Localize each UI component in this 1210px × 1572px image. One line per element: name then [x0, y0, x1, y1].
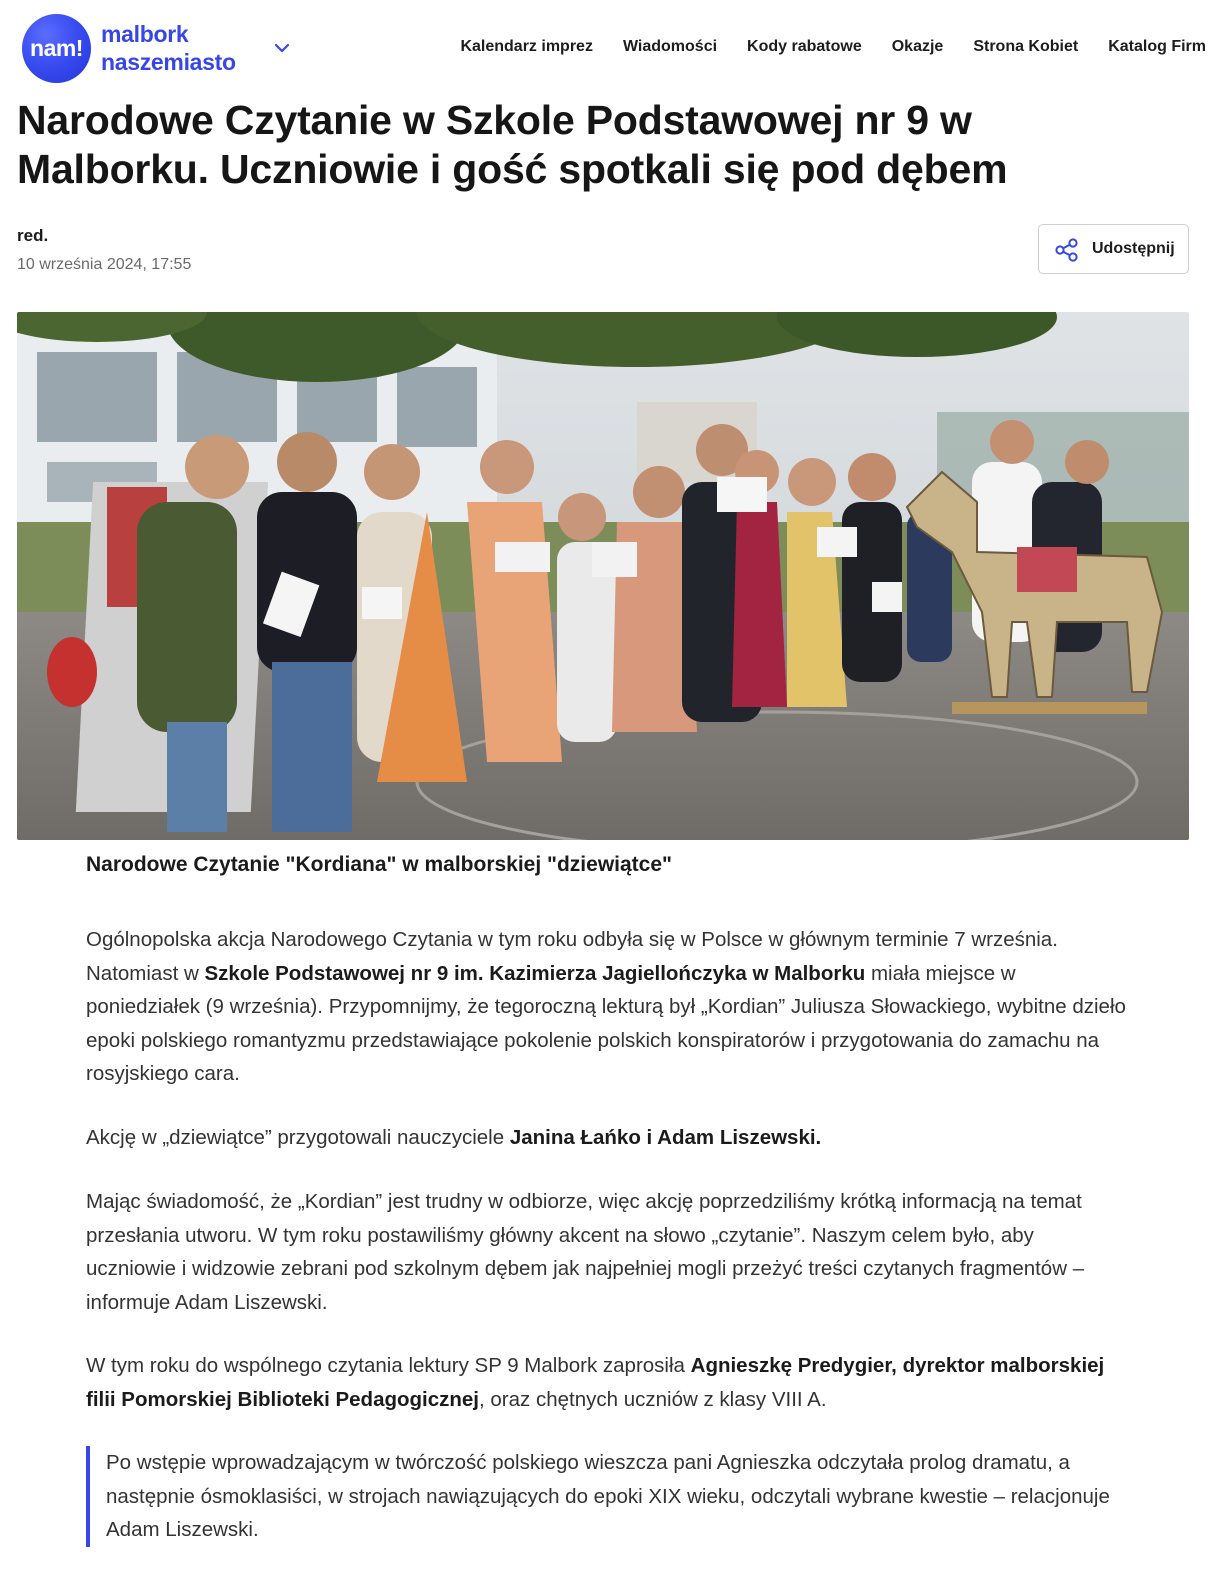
nav-discount-codes[interactable]: Kody rabatowe [747, 38, 862, 55]
share-button[interactable] [1038, 224, 1189, 274]
article-paragraph-2: Akcję w „dziewiątce” przygotowali nauczyciele Janina Łańko i Adam Liszewski. [86, 1126, 822, 1149]
article-paragraph-1: Ogólnopolska akcja Narodowego Czytania w tym roku odbyła się w Polsce w głównym terminie 7 września. Natomiast w Szkole Podstawowej nr 9 im. Kazimierza Jagiellończyka w Malborku miała miejsce w poniedziałek (9 września). Przypomnijmy, że tegoroczną lekturą był „Kordian” Juliusza Słowackiego, wybitne dzieło epoki polskiego romantyzmu przedstawiające pokolenie polskich konspiratorów i przygotowania do zamachu na rosyjskiego cara. [86, 928, 1126, 1085]
article-author[interactable]: red. [17, 226, 49, 245]
article-date: 10 września 2024, 17:55 [17, 256, 192, 273]
article-blockquote: Po wstępie wprowadzającym w twórczość polskiego wieszcza pani Agnieszka odczytała prolog dramatu, a następnie ósmoklasiści, w strojach nawiązujących do epoki XIX wieku, odczytali wybrane kwestie – relacjonuje Adam Liszewski. [86, 1446, 1126, 1547]
article-lead: Narodowe Czytanie "Kordiana" w malborskiej "dziewiątce" [86, 853, 672, 876]
main-nav [460, 38, 1206, 56]
chevron-down-icon[interactable] [272, 38, 292, 58]
nav-calendar[interactable]: Kalendarz imprez [460, 38, 593, 55]
article-title: Narodowe Czytanie w Szkole Podstawowej nr 9 w Malborku. Uczniowie i gość spotkali się pod dębem [17, 97, 1008, 192]
article-photo[interactable] [17, 312, 1189, 840]
nav-deals[interactable]: Okazje [891, 38, 944, 55]
nav-women[interactable]: Strona Kobiet [973, 38, 1079, 55]
site-header [0, 0, 1210, 92]
article-paragraph-3: Mając świadomość, że „Kordian” jest trudny w odbiorze, więc akcję poprzedziliśmy krótką informacją na temat przesłania utworu. W tym roku postawiliśmy główny akcent na słowo „czytanie”. Naszym celem było, aby uczniowie i widzowie zebrani pod szkolnym dębem jak najpełniej mogli przeżyć treści czytanych fragmentów – informuje Adam Liszewski. [86, 1190, 1085, 1314]
site-logo-text[interactable] [101, 20, 236, 76]
share-icon [1054, 237, 1080, 263]
logo-line-brand: naszemiasto [101, 49, 236, 75]
nav-news[interactable]: Wiadomości [622, 38, 718, 55]
nav-business-directory[interactable]: Katalog Firm [1108, 38, 1206, 55]
school-reading-event-image [17, 312, 1189, 840]
share-label: Udostępnij [1092, 240, 1175, 257]
article-paragraph-4: W tym roku do wspólnego czytania lektury SP 9 Malbork zaprosiła Agnieszkę Predygier, dyrektor malborskiej filii Pomorskiej Biblioteki Pedagogicznej, oraz chętnych uczniów z klasy VIII A. [86, 1354, 1105, 1411]
logo-badge-text: nam! [30, 35, 83, 61]
logo-line-city: malbork [101, 21, 189, 47]
logo-badge[interactable] [22, 14, 91, 83]
